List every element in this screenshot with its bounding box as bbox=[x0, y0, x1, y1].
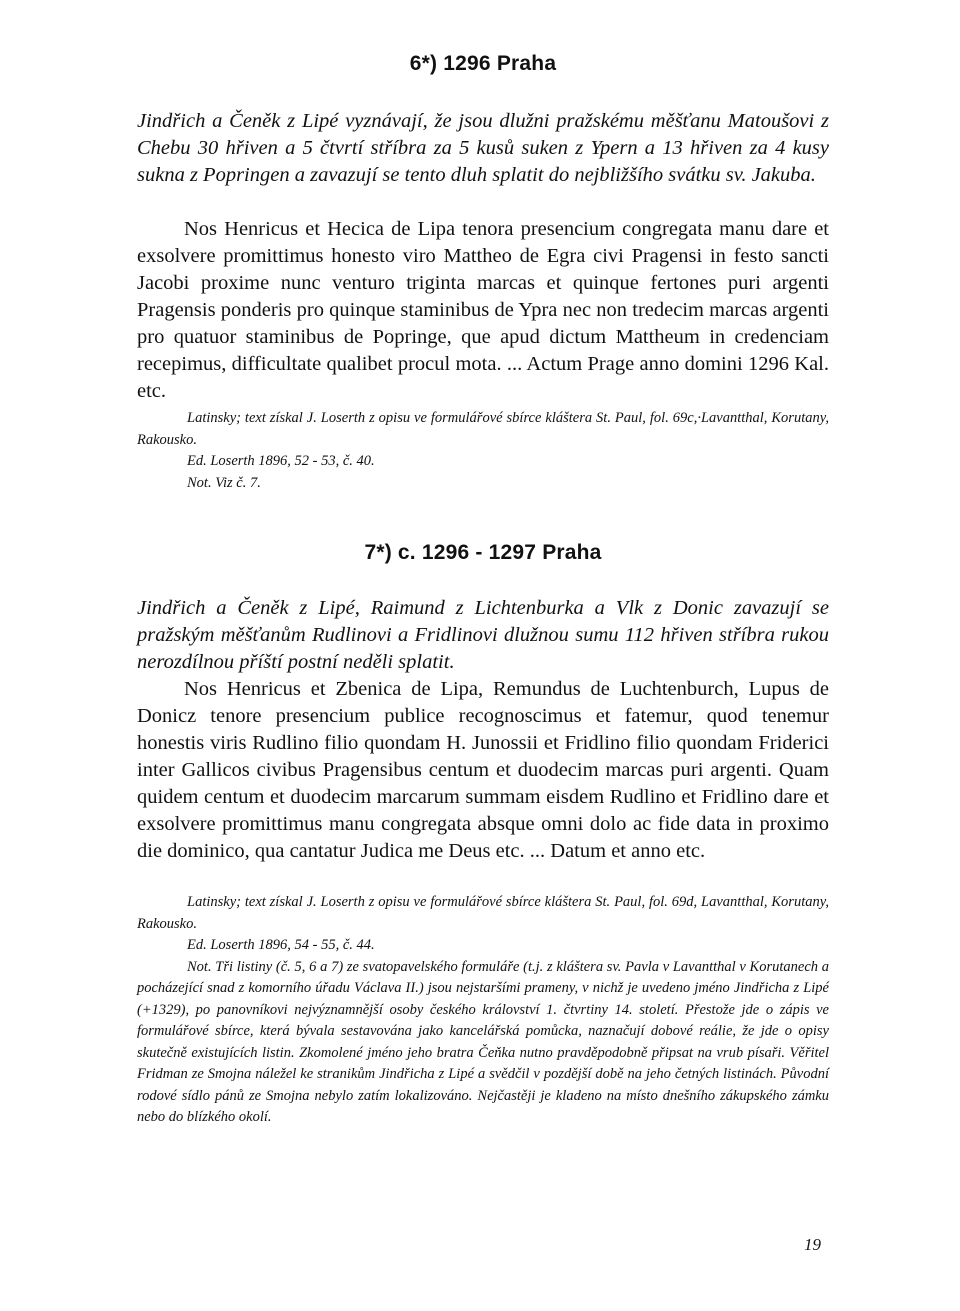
document-6-edition: Ed. Loserth 1896, 52 - 53, č. 40. bbox=[187, 453, 375, 469]
document-6-notes bbox=[137, 408, 829, 494]
document-7-latin-text: Nos Henricus et Zbenica de Lipa, Remundus de Luchtenburch, Lupus de Donicz tenore presencium publice recognoscimus et fatemur, quod tenemur honestis viris Rudlino filio quondam H. Junossii et Fridlino filio quondam Friderici inter Gallicos civibus Pragensibus centum et duodecim marcas puri argenti. Quam quidem centum et duodecim marcarum summam eisdem Rudlino et Fridlino dare et exsolvere promittimus manu congregata absque omni dolo ac fide data in proximo die dominico, qua cantatur Judica me Deus etc. ... Datum et anno etc. bbox=[137, 678, 829, 862]
document-6-note: Not. Viz č. 7. bbox=[187, 474, 261, 491]
page-number: 19 bbox=[804, 1235, 821, 1254]
document-7-edition: Ed. Loserth 1896, 54 - 55, č. 44. bbox=[187, 937, 375, 953]
document-7-note: Not. Tři listiny (č. 5, 6 a 7) ze svatopavelského formuláře (t.j. z kláštera sv. Pavla v Lavantthal v Korutanech a pocházející snad z komorního úřadu Václava II.) jsou nejstaršími prameny, v nichž je uvedeno jméno Jindřicha z Lipé (+1329), po panovníkovi nejvýznamnější osoby českého království 1. čtvrtiny 14. století. Přestože jde o zápis ve formulářové sbírce, která bývala sestavována jako kancelářská pomůcka, naznačují dobové reálie, že jde o opisy skutečně existujících listin. Zkomolené jméno jeho bratra Čeňka nutno pravděpodobně připsat na vrub písaři. Věřitel Fridman ze Smojna náležel ke stranikům Jindřicha z Lipé a svědčil v pozdější době na jeho četných listinách. Původní rodové sídlo pánů ze Smojna nebylo zatím lokalizováno. Nejčastěji je kladeno na místo dnešního zákupského zámku nebo do blízkého okolí. bbox=[137, 958, 829, 1125]
document-7-source: Latinsky; text získal J. Loserth z opisu ve formulářové sbírce kláštera St. Paul, fol. 69d, Lavantthal, Korutany, Rakousko. bbox=[137, 894, 829, 932]
document-7-heading: 7*) c. 1296 - 1297 Praha bbox=[364, 541, 602, 564]
document-6-summary: Jindřich a Čeněk z Lipé vyznávají, že jsou dlužni pražskému měšťanu Matoušovi z Chebu 30 hřiven a 5 čtvrtí stříbra za 5 kusů suken z Ypern a 13 hřiven za 4 kusy sukna z Popringen a zavazují se tento dluh splatit do nejbližšího svátku sv. Jakuba. bbox=[137, 110, 829, 186]
document-7-summary: Jindřich a Čeněk z Lipé, Raimund z Lichtenburka a Vlk z Donic zavazují se pražským měšťanům Rudlinovi a Fridlinovi dlužnou sumu 112 hřiven stříbra rukou nerozdílnou příští postní neděli splatit. bbox=[137, 597, 829, 673]
document-6-heading: 6*) 1296 Praha bbox=[409, 52, 557, 75]
document-6-latin-text: Nos Henricus et Hecica de Lipa tenora presencium congregata manu dare et exsolvere promittimus honesto viro Mattheo de Egra civi Pragensi in festo sancti Jacobi proxime nunc venturo triginta marcas et quinque fertones puri argenti Pragensis ponderis pro quinque staminibus de Ypra nec non tredecim marcas argenti pro quatuor staminibus de Popringe, que apud dictum Mattheum in credenciam recepimus, difficultate qualibet procul mota. ... Actum Prage anno domini 1296 Kal. etc. bbox=[137, 218, 829, 402]
document-7-notes bbox=[137, 892, 829, 1129]
document-6-source: Latinsky; text získal J. Loserth z opisu ve formulářové sbírce kláštera St. Paul, fol. 69c,·Lavantthal, Korutany, Rakousko. bbox=[137, 410, 829, 448]
